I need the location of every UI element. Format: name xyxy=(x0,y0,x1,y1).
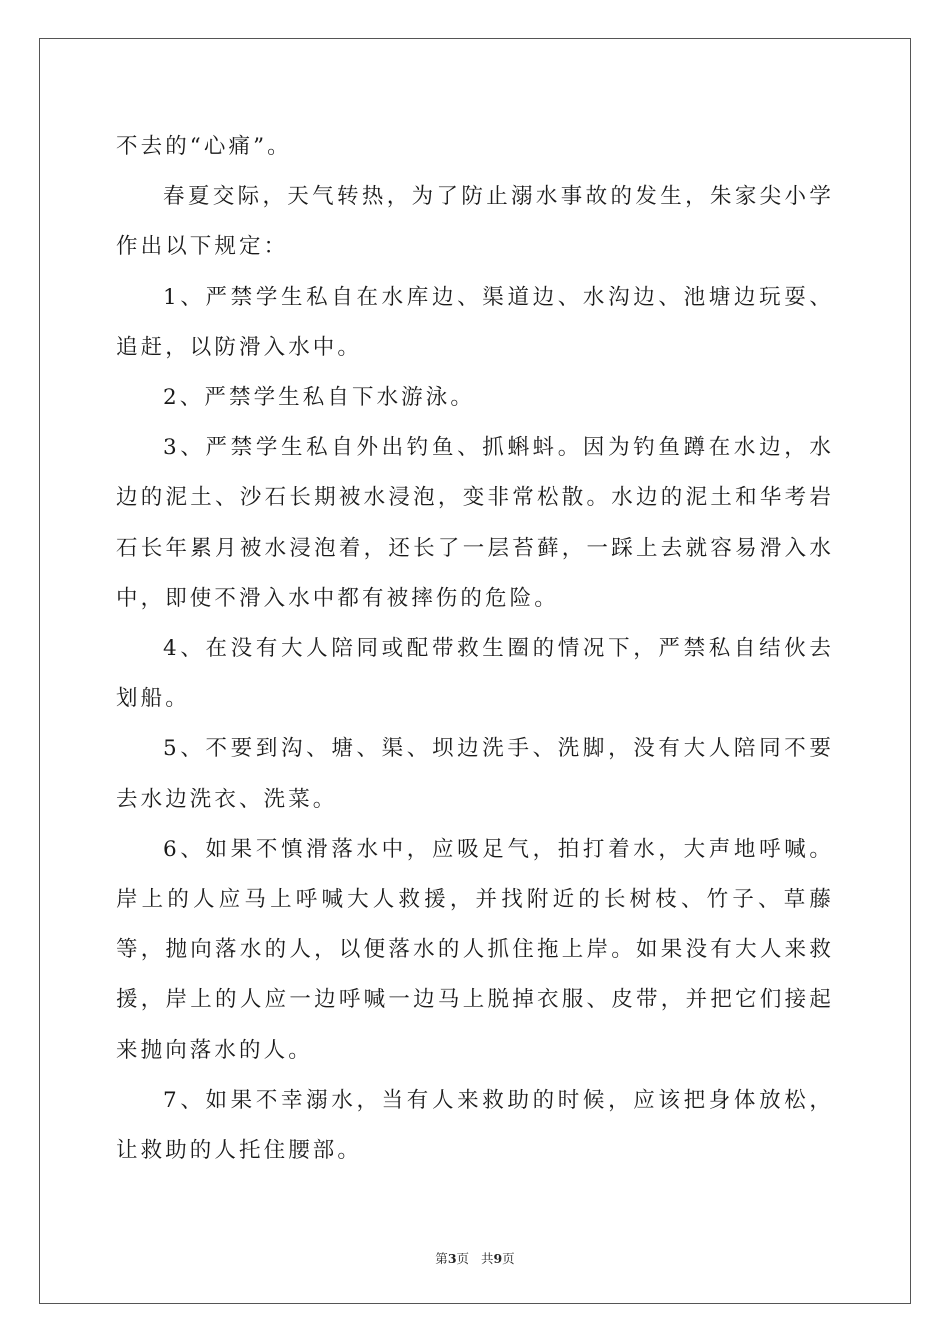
paragraph: 不去的“心痛”。 xyxy=(116,134,292,159)
paragraph: 春夏交际，天气转热，为了防止溺水事故的发生，朱家尖小学作出以下规定： xyxy=(116,184,834,260)
page-suffix: 页 xyxy=(456,1251,470,1266)
total-suffix: 页 xyxy=(502,1251,515,1266)
page-footer xyxy=(0,1249,950,1267)
page-number: 3 xyxy=(447,1251,457,1266)
document-body xyxy=(116,122,834,1176)
paragraph: 4、在没有大人陪同或配带救生圈的情况下，严禁私自结伙去划船。 xyxy=(116,636,834,712)
total-prefix: 共 xyxy=(480,1251,494,1266)
paragraph: 1、严禁学生私自在水库边、渠道边、水沟边、池塘边玩耍、追赶，以防滑入水中。 xyxy=(116,284,834,360)
paragraph: 6、如果不慎滑落水中，应吸足气，拍打着水，大声地呼喊。岸上的人应马上呼喊大人救援，并找附近的长树枝、竹子、草藤等，抛向落水的人，以便落水的人抓住拖上岸。如果没有大人来救援，岸上的人应一边呼喊一边马上脱掉衣服、皮带，并把它们接起来抛向落水的人。 xyxy=(116,836,834,1063)
page-prefix: 第 xyxy=(435,1251,448,1266)
paragraph: 2、严禁学生私自下水游泳。 xyxy=(163,385,475,411)
paragraph: 3、严禁学生私自外出钓鱼、抓蝌蚪。因为钓鱼蹲在水边，水边的泥土、沙石长期被水浸泡，变非常松散。水边的泥土和华考岩石长年累月被水浸泡着，还长了一层苔藓，一踩上去就容易滑入水中，即使不滑入水中都有被摔伤的危险。 xyxy=(116,435,834,611)
total-pages: 9 xyxy=(493,1251,503,1266)
paragraph: 5、不要到沟、塘、渠、坝边洗手、洗脚，没有大人陪同不要去水边洗衣、洗菜。 xyxy=(116,736,834,812)
paragraph: 7、如果不幸溺水，当有人来救助的时候，应该把身体放松，让救助的人托住腰部。 xyxy=(116,1087,834,1164)
